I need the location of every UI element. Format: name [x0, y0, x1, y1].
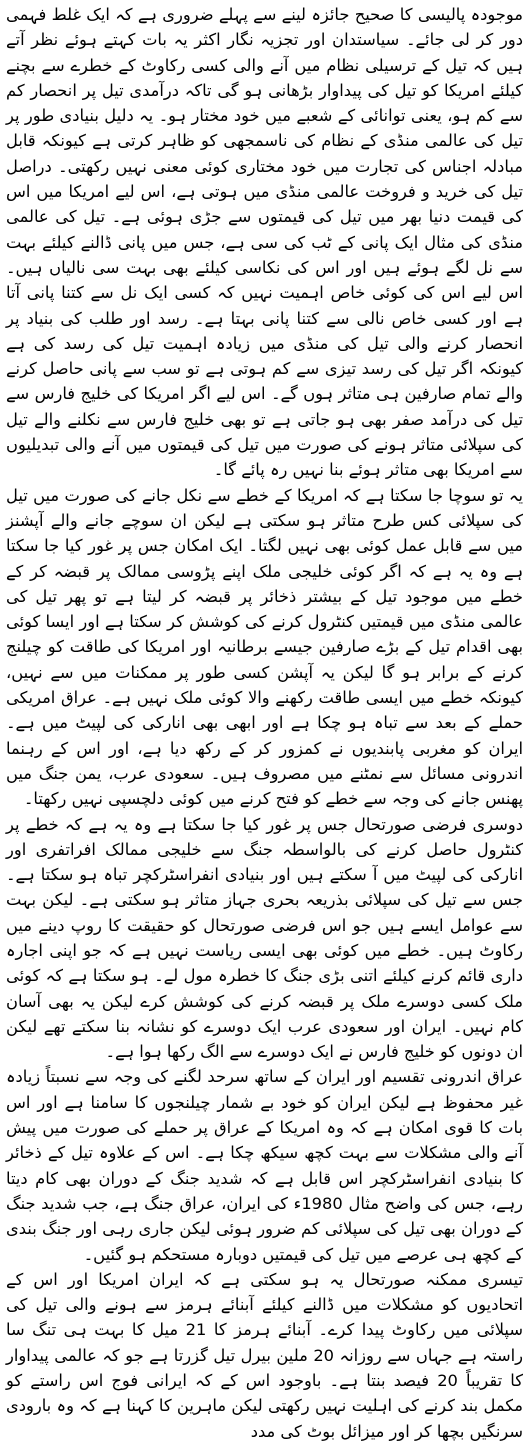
- paragraph-third-scenario: تیسری ممکنہ صورتحال یہ ہو سکتی ہے کہ ایران امریکا اور اس کے اتحادیوں کو مشکلات میں ڈالنے کیلئے آبنائے ہرمز سے ہونے والی تیل کی سپلائی میں رکاوٹ پیدا کرے۔ آبنائے ہرمز کا 21 میل کا بہت ہی تنگ سا راستہ ہے جہاں سے روزانہ 20 ملین بیرل تیل گزرتا ہے جو کہ عالمی پیداوار کا تقریباً 20 فیصد بنتا ہے۔ باوجود اس کے کہ ایرانی فوج اس راستے کو مکمل بند کرنے کی اہلیت نہیں رکھتی لیکن ماہرین کا کہنا ہے کہ وہ بارودی سرنگیں بچھا کر اور میزائل بوٹ کی مدد: [6, 1269, 524, 1441]
- paragraph-global-oil-market: موجودہ پالیسی کا صحیح جائزہ لینے سے پہلے ضروری ہے کہ ایک غلط فہمی دور کر لی جائے۔ سیاستدان اور تجزیہ نگار اکثر یہ بات کہتے ہوئے نظر آتے ہیں کہ تیل کے ترسیلی نظام میں آنے والی کسی رکاوٹ کے خطرے سے بچنے کیلئے امریکا کو تیل کی پیداوار بڑھانی ہو گی تاکہ درآمدی تیل پر انحصار کم سے کم ہو، یعنی توانائی کے شعبے میں خود مختار ہو۔ یہ دلیل بنیادی طور پر تیل کی عالمی منڈی کے نظام کی ناسمجھی کو ظاہر کرتی ہے کیونکہ قابل مبادلہ اجناس کی تجارت میں خود مختاری کوئی معنی نہیں رکھتی۔ دراصل تیل کی خرید و فروخت عالمی منڈی میں ہوتی ہے، اس لیے امریکا میں اس کی قیمت دنیا بھر میں تیل کی قیمتوں سے جڑی ہوئی ہے۔ تیل کی عالمی منڈی کی مثال ایک پانی کے ٹب کی سی ہے، جس میں پانی ڈالنے کیلئے بہت سے نل لگے ہوئے ہیں اور اس کی نکاسی کیلئے بھی بہت سی نالیاں ہیں۔ اس لیے اس کی کوئی خاص اہمیت نہیں کہ کسی ایک نل سے کتنا پانی آتا ہے اور کسی خاص نالی سے کتنا پانی بہتا ہے۔ رسد اور طلب کی بنیاد پر انحصار کرنے والی تیل کی منڈی میں زیادہ اہمیت تیل کی رسد کی ہے کیونکہ اگر تیل کی رسد تیزی سے کم ہوتی ہے تو سب سے پانی حاصل کرنے والے تمام صارفین ہی متاثر ہوں گے۔ اس لیے اگر امریکا کی خلیج فارس سے تیل کی درآمد صفر بھی ہو جاتی ہے تو بھی خلیج فارس سے نکلنے والے تیل کی سپلائی متاثر ہونے کی صورت میں تیل کی قیمتوں میں آنے والی تبدیلیوں سے امریکا بھی متاثر ہوئے بنا نہیں رہ پائے گا۔: [6, 5, 523, 480]
- paragraph-second-scenario: دوسری فرضی صورتحال جس پر غور کیا جا سکتا ہے وہ یہ ہے کہ خطے پر کنٹرول حاصل کرنے کی بالواسطہ جنگ سے خلیجی ممالک افراتفری اور انارکی کی لپیٹ میں آ سکتے ہیں اور بنیادی انفراسٹرکچر تباہ ہو سکتا ہے۔ جس سے تیل کی سپلائی بذریعہ بحری جہاز متاثر ہو سکتی ہے۔ لیکن بہت سے عوامل ایسے ہیں جو اس فرضی صورتحال کو حقیقت کا روپ دینے میں رکاوٹ ہیں۔ خطے میں کوئی بھی ایسی ریاست نہیں ہے کہ جو اپنی اجارہ داری قائم کرنے کیلئے اتنی بڑی جنگ کا خطرہ مول لے۔ ہو سکتا ہے کہ کوئی ملک کسی دوسرے ملک پر قبضہ کرنے کی کوشش کرے لیکن یہ بھی آسان کام نہیں۔ ایران اور سعودی عرب ایک دوسرے کو نشانہ بنا سکتے تھے لیکن ان دونوں کو خلیج فارس نے ایک دوسرے سے الگ رکھا ہوا ہے۔: [6, 814, 523, 1062]
- article-body: [6, 2, 523, 1444]
- paragraph-first-scenario: یہ تو سوچا جا سکتا ہے کہ امریکا کے خطے سے نکل جانے کی صورت میں تیل کی سپلائی کس طرح متاثر ہو سکتی ہے لیکن ان سوچے جانے والے آپشنز میں سے قابل عمل کوئی بھی نہیں لگتا۔ ایک امکان جس پر غور کیا جا سکتا ہے وہ یہ ہے کہ اگر کوئی خلیجی ملک اپنے پڑوسی ممالک پر قبضہ کر کے خطے میں موجود تیل کے بیشتر ذخائر پر قبضہ کر لیتا ہے تو پھر تیل کی عالمی منڈی میں قیمتیں کنٹرول کرنے کی کوشش کر سکتا ہے اور ایسا کوئی بھی اقدام تیل کے بڑے صارفین جیسے برطانیہ اور امریکا کی طاقت کو چیلنج کرنے کے برابر ہو گا لیکن یہ آپشن کسی طور پر ممکنات میں سے نہیں، کیونکہ خطے میں ایسی طاقت رکھنے والا کوئی ملک نہیں ہے۔ عراق امریکی حملے کے بعد سے تباہ ہو چکا ہے اور ابھی بھی انارکی کی لپیٹ میں ہے۔ ایران کو مغربی پابندیوں نے کمزور کر کے رکھ دیا ہے، اور اس کے رہنما اندرونی مسائل سے نمٹنے میں مصروف ہیں۔ سعودی عرب، یمن جنگ میں پھنس جانے کی وجہ سے خطے کو فتح کرنے میں کوئی دلچسپی نہیں رکھتا۔: [6, 485, 523, 809]
- paragraph-iraq-iran: عراق اندرونی تقسیم اور ایران کے ساتھ سرحد لگنے کی وجہ سے نسبتاً زیادہ غیر محفوظ ہے لیکن ایران کو خود بے شمار چیلنجوں کا سامنا ہے اور اس بات کا قوی امکان ہے کہ وہ امریکا کے عراق پر حملے کی صورت میں پیش آنے والی مشکلات سے بہت کچھ سیکھ چکا ہے۔ اس کے علاوہ تیل کے ذخائر کا بنیادی انفراسٹرکچر اس قابل ہے کہ شدید جنگ کے دوران بھی کام دیتا رہے، جس کی واضح مثال 1980ء کی ایران، عراق جنگ ہے، جب شدید جنگ کے دوران بھی تیل کی سپلائی کم ضرور ہوئی لیکن جاری رہی اور جنگ بندی کے کچھ ہی عرصے میں تیل کی قیمتیں دوبارہ مستحکم ہو گئیں۔: [6, 1067, 523, 1264]
